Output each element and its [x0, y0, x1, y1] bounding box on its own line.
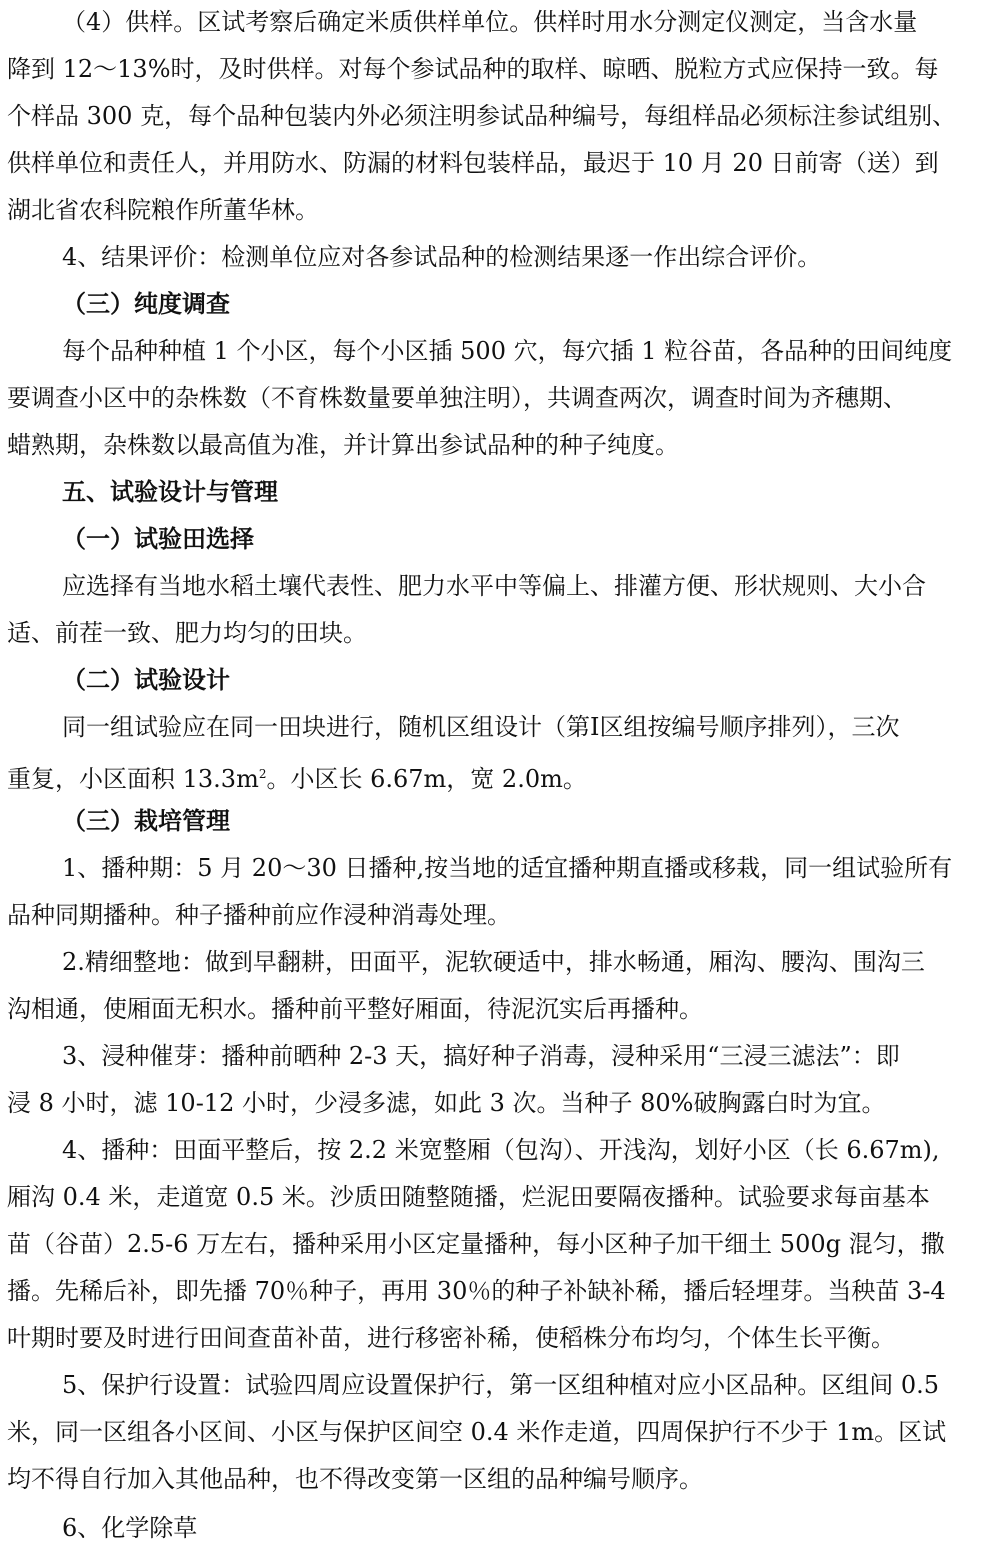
- paragraph-line: 浸 8 小时，滤 10-12 小时，少浸多滤，如此 3 次。当种子 80%破胸露白时为宜。: [7, 1089, 886, 1117]
- paragraph-line: 降到 12～13%时，及时供样。对每个参试品种的取样、晾晒、脱粒方式应保持一致。每: [7, 55, 939, 83]
- paragraph-line: 1、播种期：5 月 20～30 日播种,按当地的适宜播种期直播或移栽，同一组试验所有: [62, 854, 953, 882]
- section-heading: （二）试验设计: [62, 666, 230, 694]
- paragraph-line: 供样单位和责任人，并用防水、防漏的材料包装样品，最迟于 10 月 20 日前寄（送）到: [7, 149, 939, 177]
- paragraph-line: （4）供样。区试考察后确定米质供样单位。供样时用水分测定仪测定，当含水量: [62, 8, 918, 36]
- paragraph-line: 每个品种种植 1 个小区，每个小区插 500 穴，每穴插 1 粒谷苗，各品种的田间纯度: [62, 337, 953, 365]
- paragraph-line: 个样品 300 克，每个品种包装内外必须注明参试品种编号，每组样品必须标注参试组别、: [7, 102, 957, 130]
- text-segment: 。小区长 6.67m，宽 2.0m。: [266, 765, 587, 793]
- paragraph-line: 米，同一区组各小区间、小区与保护区间空 0.4 米作走道，四周保护行不少于 1m。区试: [7, 1418, 947, 1446]
- paragraph-line: [7, 758, 587, 795]
- section-heading: （一）试验田选择: [62, 525, 254, 553]
- paragraph-line: 应选择有当地水稻土壤代表性、肥力水平中等偏上、排灌方便、形状规则、大小合: [62, 572, 926, 600]
- paragraph-line: 沟相通，使厢面无积水。播种前平整好厢面，待泥沉实后再播种。: [7, 995, 703, 1023]
- superscript: 2: [258, 767, 267, 781]
- paragraph-line: 叶期时要及时进行田间查苗补苗，进行移密补稀，使稻株分布均匀，个体生长平衡。: [7, 1324, 895, 1352]
- paragraph-line: 2.精细整地：做到早翻耕，田面平，泥软硬适中，排水畅通，厢沟、腰沟、围沟三: [62, 948, 925, 976]
- paragraph-line: 蜡熟期，杂株数以最高值为准，并计算出参试品种的种子纯度。: [7, 431, 679, 459]
- paragraph-line: 湖北省农科院粮作所董华林。: [7, 196, 319, 224]
- text-segment: 重复，小区面积 13.3m: [7, 765, 259, 793]
- paragraph-line: 3、浸种催芽：播种前晒种 2-3 天，搞好种子消毒，浸种采用“三浸三滤法”：即: [62, 1042, 900, 1070]
- paragraph-line: 5、保护行设置：试验四周应设置保护行，第一区组种植对应小区品种。区组间 0.5: [62, 1371, 940, 1399]
- paragraph-line: 适、前茬一致、肥力均匀的田块。: [7, 619, 367, 647]
- paragraph-line: 厢沟 0.4 米，走道宽 0.5 米。沙质田随整随播，烂泥田要隔夜播种。试验要求每亩基本: [7, 1183, 930, 1211]
- chapter-heading: 五、试验设计与管理: [62, 478, 278, 506]
- paragraph-line: 均不得自行加入其他品种，也不得改变第一区组的品种编号顺序。: [7, 1465, 703, 1493]
- paragraph-line: 6、化学除草: [62, 1514, 198, 1542]
- paragraph-line: 4、结果评价：检测单位应对各参试品种的检测结果逐一作出综合评价。: [62, 243, 822, 271]
- paragraph-line: 同一组试验应在同一田块进行，随机区组设计（第Ⅰ区组按编号顺序排列），三次: [62, 713, 900, 741]
- paragraph-line: 要调查小区中的杂株数（不育株数量要单独注明），共调查两次，调查时间为齐穗期、: [7, 384, 907, 412]
- paragraph-line: 品种同期播种。种子播种前应作浸种消毒处理。: [7, 901, 511, 929]
- section-heading: （三）纯度调查: [62, 290, 230, 318]
- paragraph-line: 4、播种：田面平整后，按 2.2 米宽整厢（包沟）、开浅沟，划好小区（长 6.67m),: [62, 1136, 940, 1164]
- section-heading: （三）栽培管理: [62, 807, 230, 835]
- paragraph-line: 苗（谷苗）2.5-6 万左右，播种采用小区定量播种，每小区种子加干细土 500g 混匀，撒: [7, 1230, 945, 1258]
- paragraph-line: 播。先稀后补，即先播 70％种子，再用 30％的种子补缺补稀，播后轻埋芽。当秧苗 3-4: [7, 1277, 946, 1305]
